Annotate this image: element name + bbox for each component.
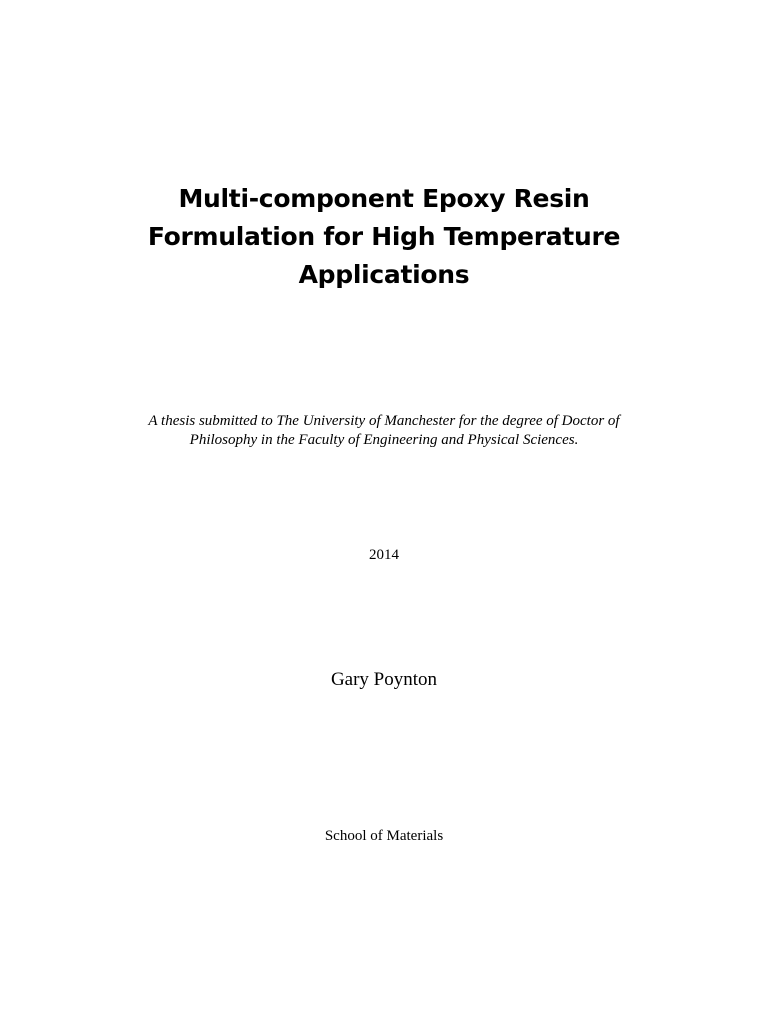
submission-year: 2014: [369, 547, 399, 563]
thesis-title: [84, 180, 684, 294]
thesis-title-line: Formulation for High Temperature: [147, 222, 621, 251]
thesis-title-line: Multi-component Epoxy Resin: [178, 184, 590, 213]
submission-statement-line: Philosophy in the Faculty of Engineering and Physical Sciences.: [189, 432, 579, 448]
submission-statement: [100, 412, 668, 450]
school-name: School of Materials: [324, 828, 444, 844]
thesis-title-line: Applications: [298, 260, 470, 289]
author-name: Gary Poynton: [330, 669, 438, 690]
submission-statement-line: A thesis submitted to The University of Manchester for the degree of Doctor of: [148, 413, 620, 429]
